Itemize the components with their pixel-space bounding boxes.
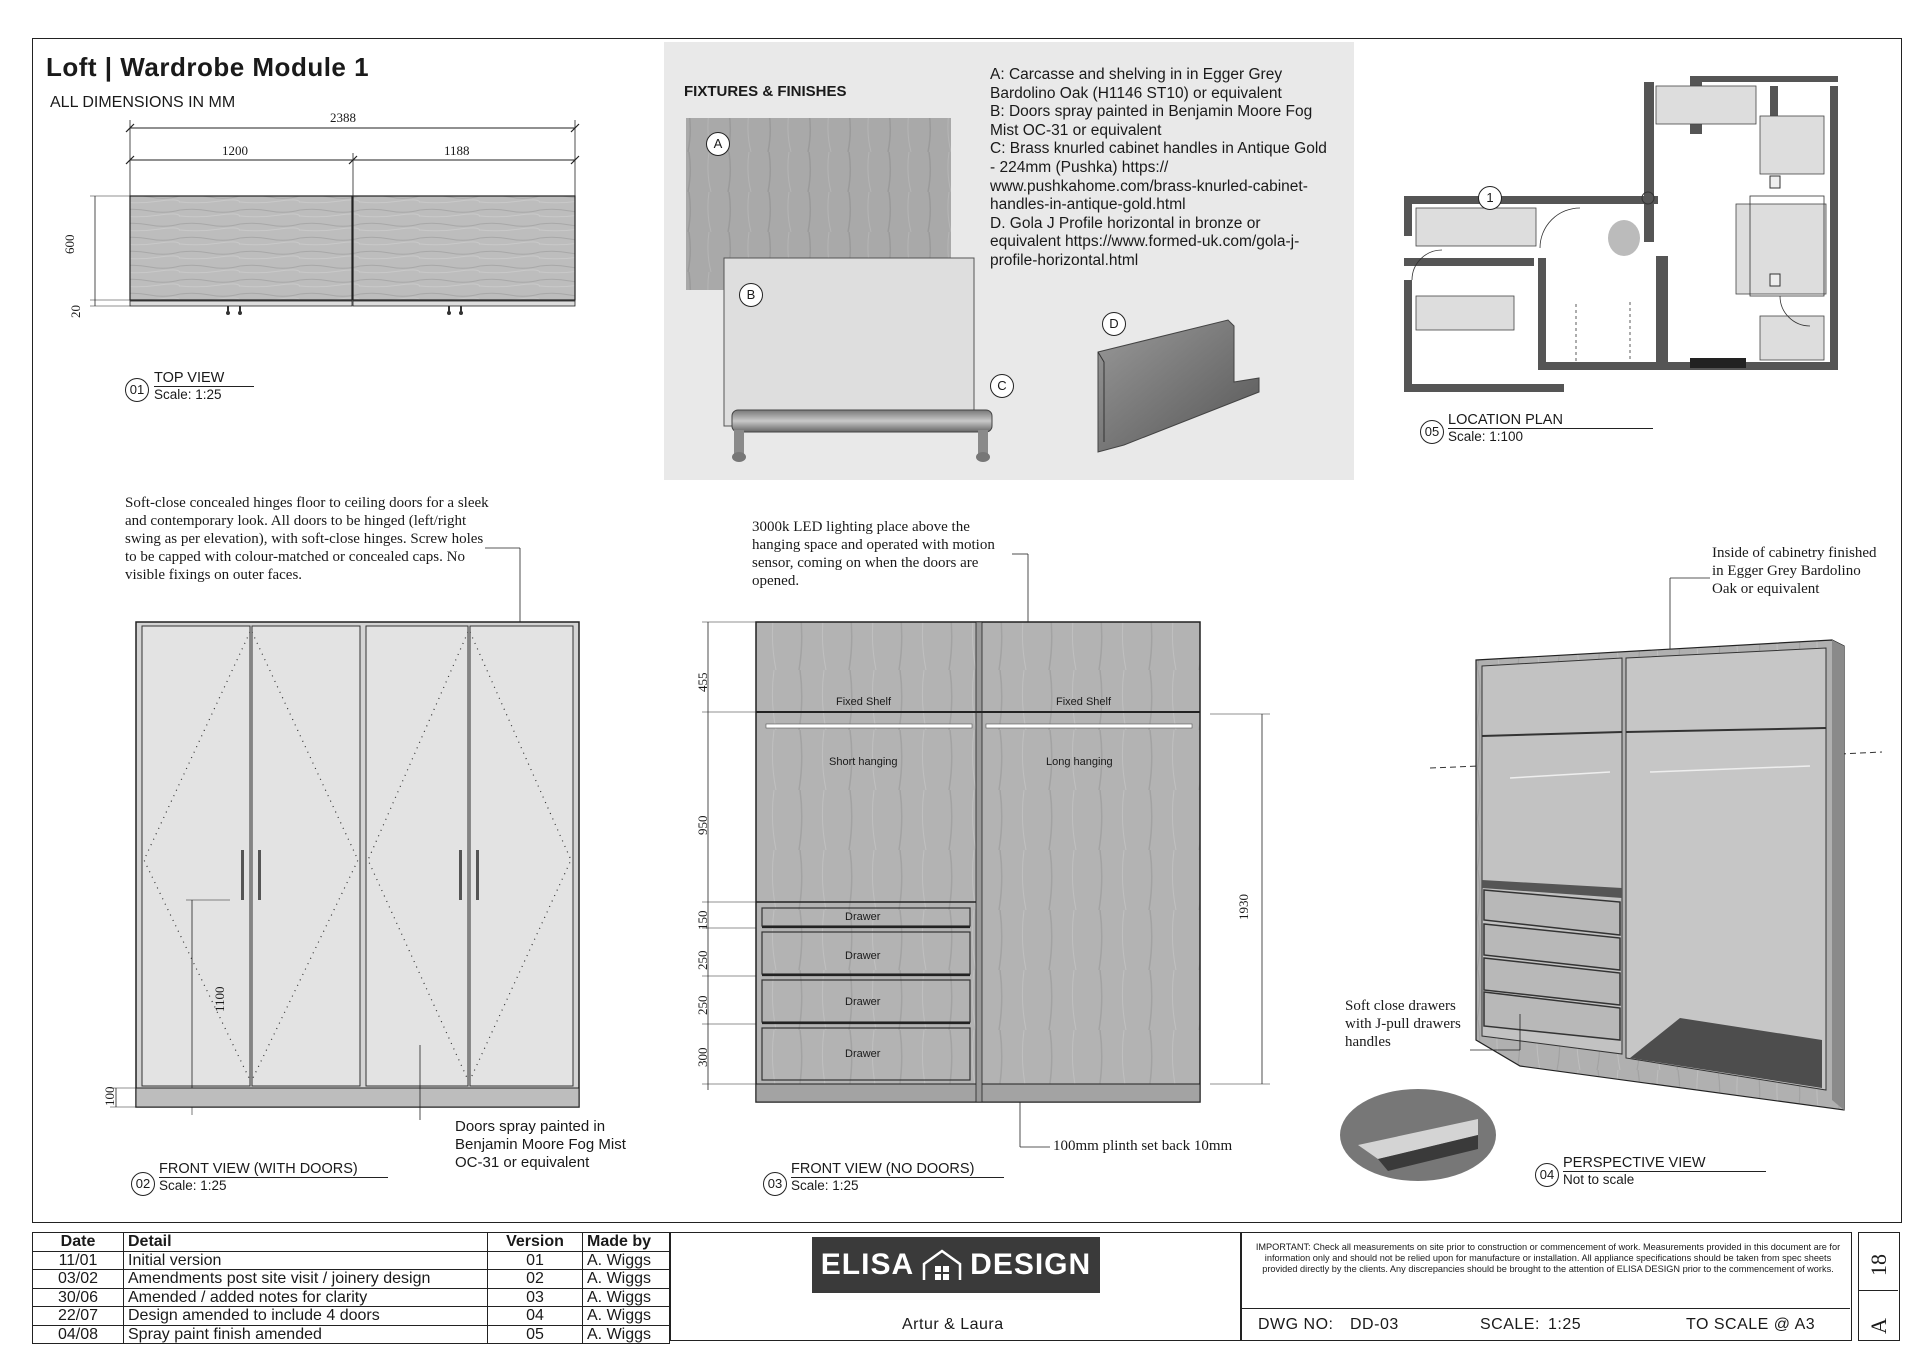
page-subtitle: ALL DIMENSIONS IN MM — [50, 94, 236, 111]
dwg-no-label: DWG NO: — [1258, 1316, 1334, 1333]
front-view-no-doors-drawing — [690, 550, 1300, 1150]
rev-header-detail: Detail — [124, 1233, 488, 1252]
revision-header-row — [33, 1233, 670, 1252]
finish-note-c: C: Brass knurled cabinet handles in Antique Gold - 224mm (Pushka) https:// www.pushkahome.com/brass-knurled-cabinet-handles-in-antique-gold.html — [990, 140, 1327, 214]
finish-note-b: B: Doors spray painted in Benjamin Moore Fog Mist OC-31 or equivalent — [990, 103, 1313, 139]
table-row — [33, 1251, 670, 1270]
table-row — [33, 1325, 670, 1344]
rev-made-by: A. Wiggs — [583, 1288, 670, 1307]
fixed-shelf-right: Fixed Shelf — [1056, 696, 1112, 708]
dim-handle-height: 1100 — [212, 986, 227, 1012]
rev-version: 05 — [488, 1325, 583, 1344]
rev-date: 11/01 — [33, 1251, 124, 1270]
long-hanging-label: Long hanging — [1046, 756, 1113, 768]
drawers-note: Soft close drawers with J-pull drawers handles — [1345, 998, 1461, 1050]
front-view-no-doors-label — [791, 1161, 1004, 1193]
client-name: Artur & Laura — [902, 1316, 1004, 1333]
dim-drawer-2: 250 — [695, 950, 710, 970]
rev-version: 01 — [488, 1251, 583, 1270]
drawer-label-4: Drawer — [845, 1048, 881, 1060]
fixed-shelf-left: Fixed Shelf — [836, 696, 892, 708]
front-view-doors-scale: Scale: 1:25 — [159, 1178, 227, 1193]
drawer-label-3: Drawer — [845, 996, 881, 1008]
scale-label: SCALE: — [1480, 1316, 1540, 1333]
dim-drawer-1: 150 — [695, 910, 710, 930]
perspective-label — [1563, 1155, 1766, 1187]
disclaimer-text: IMPORTANT: Check all measurements on site prior to construction or commencement of work. Measurements provided in this document are for information only and should not be relied upon for manufacture or installation. All appliance specifications should be taken from spec sheets provided directly by the clients. Any discrepancies should be brought to the attention of ELISA DESIGN prior to the commencement of works. — [1255, 1242, 1841, 1274]
finishes-notes — [990, 66, 1330, 271]
dim-top-height: 455 — [695, 672, 710, 692]
led-note: 3000k LED lighting place above the hanging space and operated with motion sensor, coming on when the doors are opened. — [752, 519, 995, 589]
rev-version: 04 — [488, 1307, 583, 1326]
finish-note-a: A: Carcasse and shelving in in Egger Grey Bardolino Oak (H1146 ST10) or equivalent — [990, 66, 1283, 102]
dim-right-width: 1188 — [444, 143, 470, 158]
table-row — [33, 1288, 670, 1307]
dim-plinth-top: 20 — [68, 305, 83, 318]
location-marker: 1 — [1478, 186, 1502, 210]
rev-date: 04/08 — [33, 1325, 124, 1344]
dim-hanging-height: 950 — [695, 815, 710, 835]
scale-value: 1:25 — [1548, 1316, 1582, 1333]
rev-detail: Design amended to include 4 doors — [124, 1307, 488, 1326]
location-plan-drawing — [1390, 66, 1860, 396]
dwg-no-value: DD-03 — [1350, 1316, 1399, 1333]
rev-header-version: Version — [488, 1233, 583, 1252]
front-view-doors-label — [159, 1161, 388, 1193]
rev-date: 03/02 — [33, 1270, 124, 1289]
front-view-doors-title: FRONT VIEW (WITH DOORS) — [159, 1161, 388, 1178]
perspective-title: PERSPECTIVE VIEW — [1563, 1155, 1766, 1172]
top-view-label — [154, 370, 254, 402]
rev-header-date: Date — [33, 1233, 124, 1252]
j-pull-detail — [1338, 1085, 1503, 1185]
finish-note-d: D. Gola J Profile horizontal in bronze or equivalent https://www.formed-uk.com/gola-j-profile-horizontal.html — [990, 214, 1300, 269]
company-logo — [812, 1237, 1100, 1293]
view-number-02: 02 — [131, 1172, 155, 1196]
drawer-label-1: Drawer — [845, 911, 881, 923]
location-plan-label — [1448, 412, 1653, 444]
rev-header-made-by: Made by — [583, 1233, 670, 1252]
perspective-scale: Not to scale — [1563, 1172, 1635, 1187]
drawer-label-2: Drawer — [845, 950, 881, 962]
dim-total-width: 2388 — [330, 110, 356, 125]
logo-word-right: DESIGN — [970, 1248, 1092, 1281]
house-icon — [922, 1248, 962, 1282]
inside-finish-note: Inside of cabinetry finished in Egger Grey Bardolino Oak or equivalent — [1712, 545, 1877, 597]
swatch-b-marker: B — [739, 283, 763, 307]
rev-made-by: A. Wiggs — [583, 1270, 670, 1289]
view-number-01: 01 — [125, 378, 149, 402]
swatch-c-marker: C — [990, 374, 1014, 398]
rev-made-by: A. Wiggs — [583, 1325, 670, 1344]
rev-detail: Amendments post site visit / joinery design — [124, 1270, 488, 1289]
sheet-size: A — [1866, 1318, 1891, 1334]
dim-plinth-front: 100 — [102, 1086, 117, 1106]
view-number-05: 05 — [1420, 420, 1444, 444]
sheet-number: 18 — [1866, 1254, 1891, 1276]
front-view-no-doors-title: FRONT VIEW (NO DOORS) — [791, 1161, 1004, 1178]
rev-version: 03 — [488, 1288, 583, 1307]
rev-version: 02 — [488, 1270, 583, 1289]
revision-table — [32, 1232, 670, 1344]
dim-drawer-4: 300 — [695, 1047, 710, 1067]
table-row — [33, 1307, 670, 1326]
view-number-04: 04 — [1535, 1163, 1559, 1187]
top-view-title: TOP VIEW — [154, 370, 254, 387]
sheet-box-divider — [1858, 1290, 1898, 1291]
dim-depth: 600 — [62, 234, 77, 254]
rev-date: 30/06 — [33, 1288, 124, 1307]
rev-made-by: A. Wiggs — [583, 1307, 670, 1326]
finishes-title: FIXTURES & FINISHES — [684, 83, 847, 100]
rev-date: 22/07 — [33, 1307, 124, 1326]
dim-long-hanging: 1930 — [1236, 894, 1251, 920]
table-row — [33, 1270, 670, 1289]
swatch-d-marker: D — [1102, 312, 1126, 336]
rev-detail: Amended / added notes for clarity — [124, 1288, 488, 1307]
short-hanging-label: Short hanging — [829, 756, 898, 768]
page-title: Loft | Wardrobe Module 1 — [46, 52, 370, 82]
dim-drawer-3: 250 — [695, 995, 710, 1015]
hinges-note: Soft-close concealed hinges floor to ceiling doors for a sleek and contemporary look. All doors to be hinged (left/right swing as per elevation), with soft-close hinges. Screw holes to be capped with colour-matched or concealed caps. No visible fixings on outer faces. — [125, 495, 489, 583]
dim-left-width: 1200 — [222, 143, 248, 158]
rev-made-by: A. Wiggs — [583, 1251, 670, 1270]
to-scale-text: TO SCALE @ A3 — [1686, 1316, 1816, 1333]
plinth-note: 100mm plinth set back 10mm — [1053, 1138, 1233, 1154]
swatch-a-marker: A — [706, 132, 730, 156]
view-number-03: 03 — [763, 1172, 787, 1196]
top-view-drawing — [60, 108, 600, 338]
front-view-doors-drawing — [100, 540, 600, 1120]
top-view-scale: Scale: 1:25 — [154, 387, 222, 402]
location-plan-scale: Scale: 1:100 — [1448, 429, 1524, 444]
front-view-no-doors-scale: Scale: 1:25 — [791, 1178, 859, 1193]
perspective-drawing — [1430, 570, 1890, 1170]
door-paint-note: Doors spray painted in Benjamin Moore Fog Mist OC-31 or equivalent — [455, 1118, 626, 1171]
location-plan-title: LOCATION PLAN — [1448, 412, 1653, 429]
rev-detail: Initial version — [124, 1251, 488, 1270]
rev-detail: Spray paint finish amended — [124, 1325, 488, 1344]
logo-word-left: ELISA — [820, 1248, 915, 1281]
